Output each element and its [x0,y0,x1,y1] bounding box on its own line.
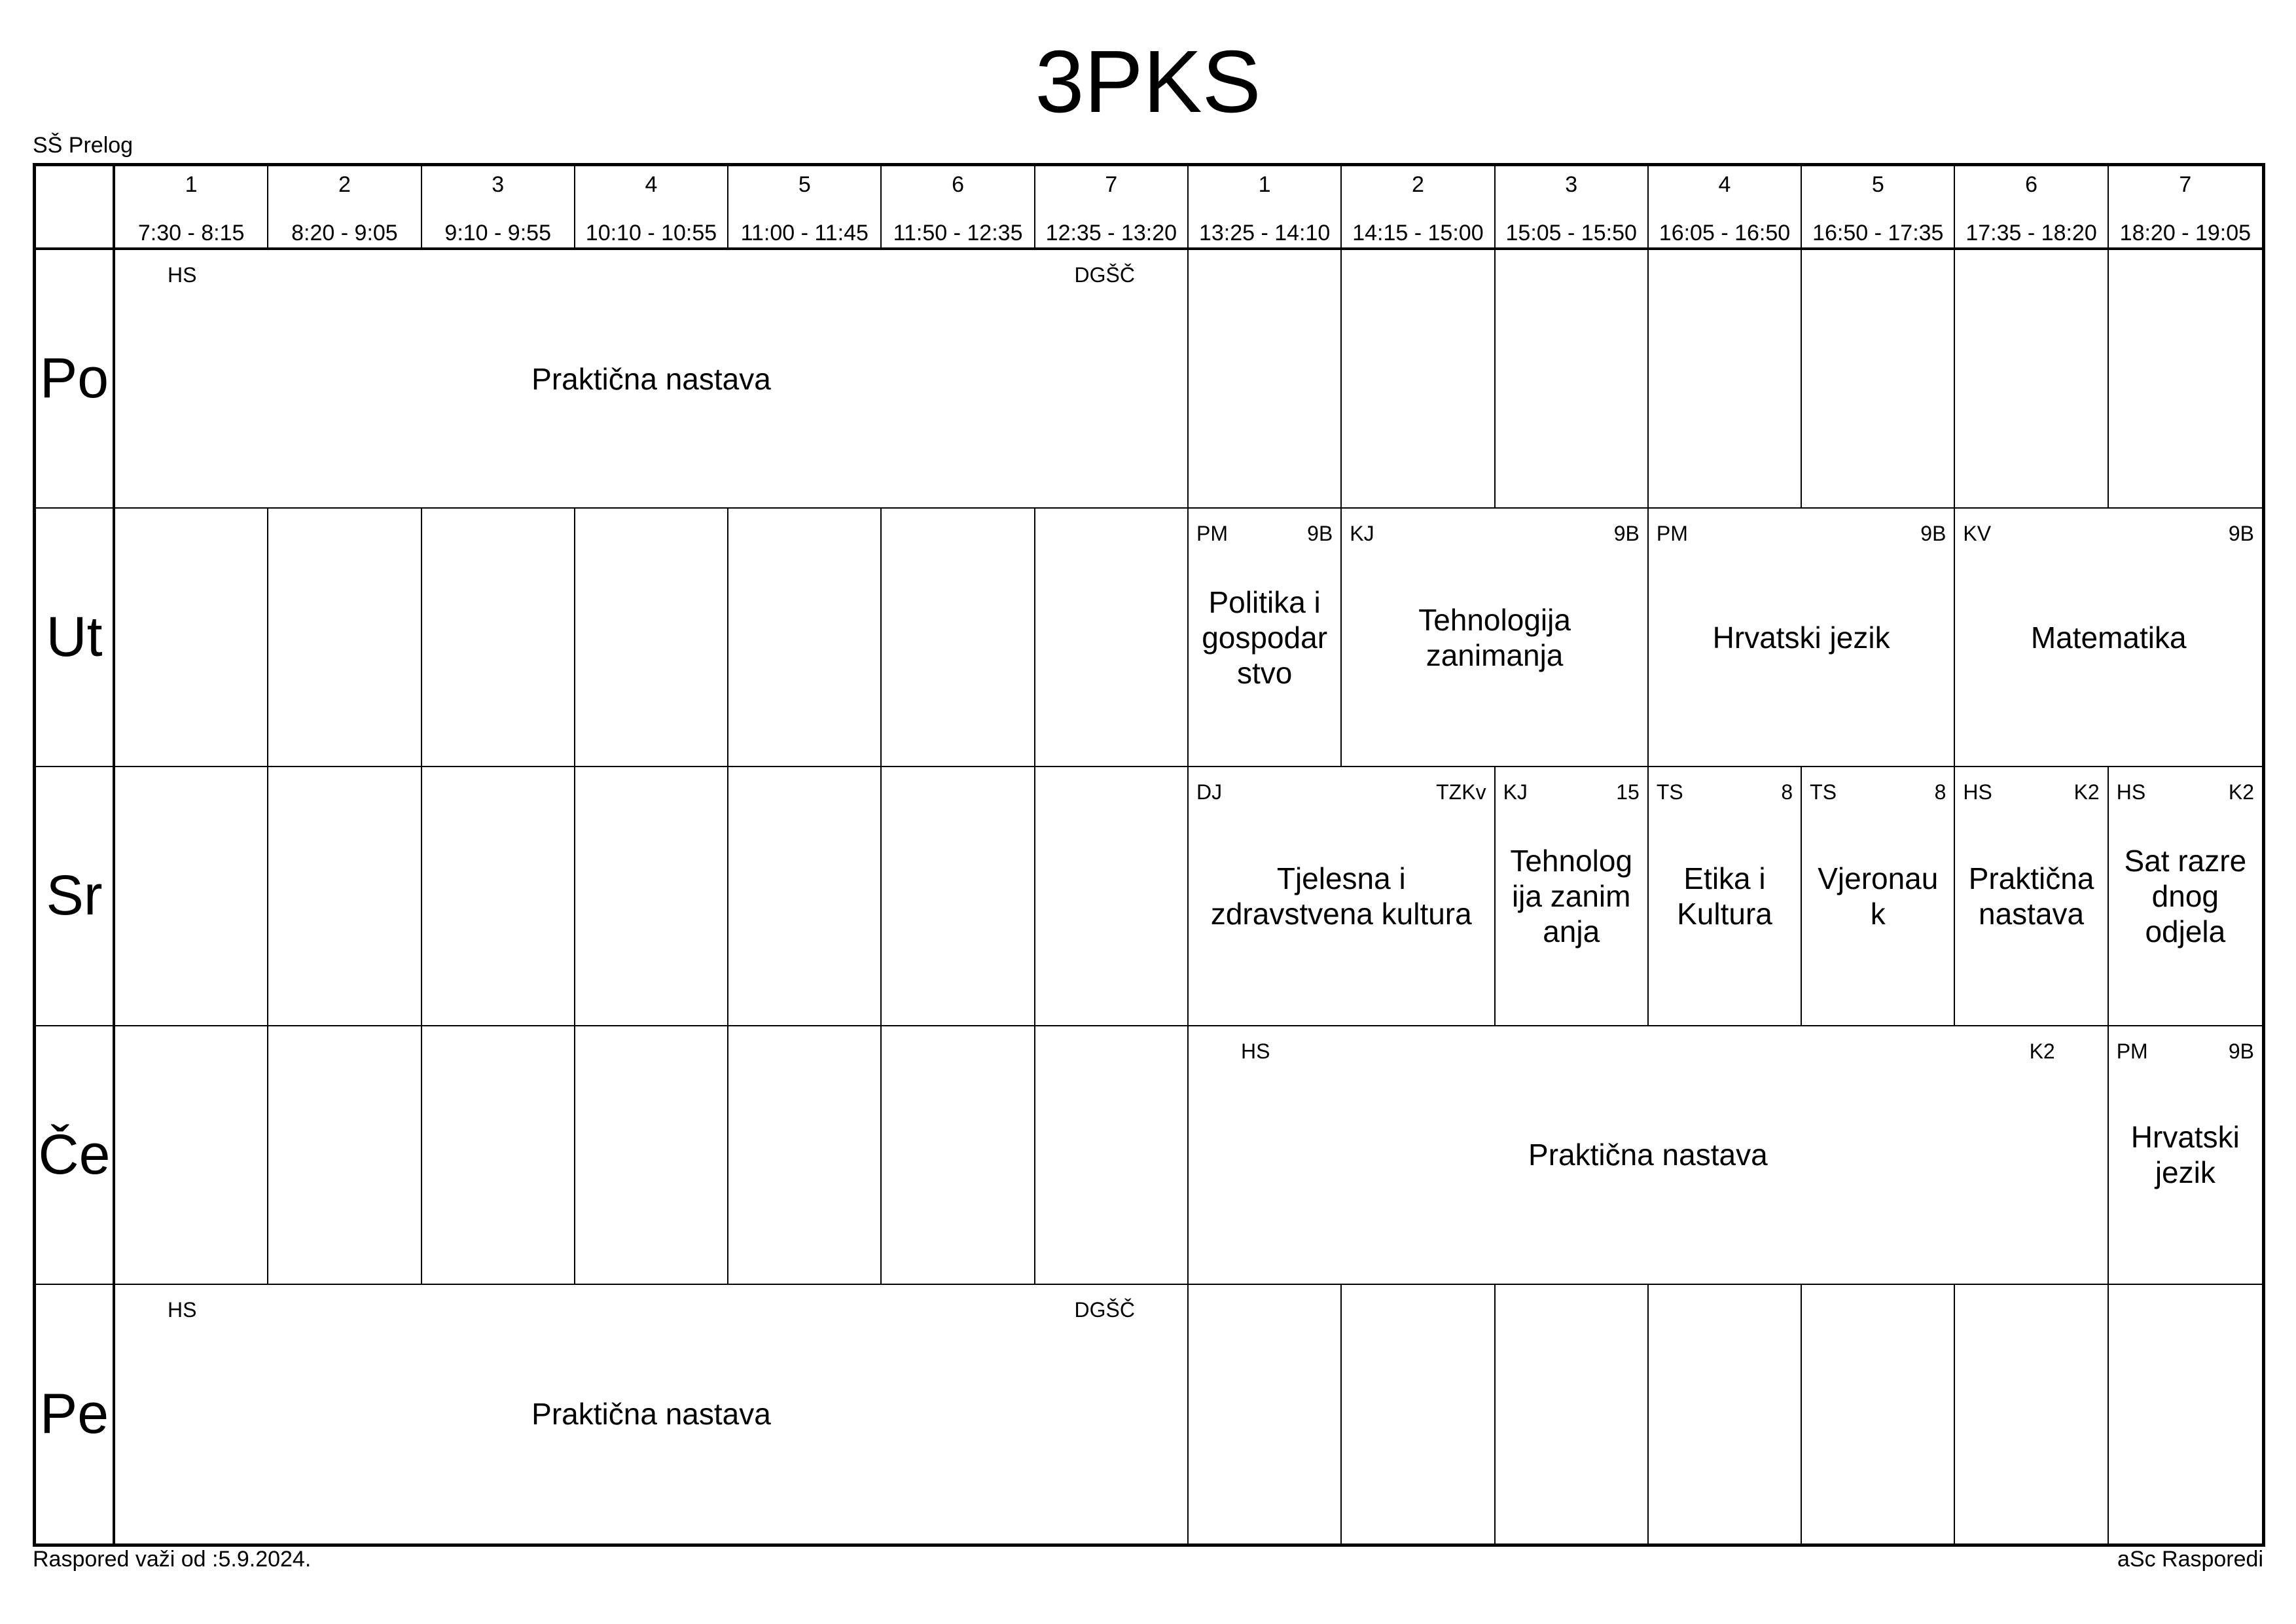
lesson-teacher: PM [1196,522,1228,546]
period-number: 4 [1718,172,1731,197]
lesson-room: K2 [2228,780,2254,804]
period-number: 3 [492,172,505,197]
empty-slot [1496,250,1649,509]
period-header [1649,166,1802,250]
period-time: 14:15 - 15:00 [1352,221,1484,245]
lesson-subject: Matematika [2030,620,2187,655]
period-header [575,166,728,250]
lesson-room: 9B [1307,522,1333,546]
day-label: Pe [36,1285,115,1543]
lesson-cell [1189,1026,2109,1285]
empty-slot [882,767,1035,1026]
empty-slot [1189,1285,1342,1543]
period-header [1342,166,1495,250]
lesson-room: DGŠČ [1074,1297,1135,1322]
lesson-teacher: KJ [1350,522,1374,546]
period-time: 11:50 - 12:35 [893,221,1023,245]
empty-slot [1035,509,1189,767]
lesson-cell [1342,509,1649,767]
empty-slot [115,1026,268,1285]
period-time: 16:05 - 16:50 [1659,221,1791,245]
lesson-subject: Tehnologija zanimanja [1418,602,1571,672]
empty-slot [575,1026,728,1285]
period-header [115,166,268,250]
lesson-subject: Etika i Kultura [1677,861,1772,931]
lesson-teacher: HS [2116,780,2146,804]
empty-slot [575,509,728,767]
lesson-teacher: HS [1241,1039,1270,1063]
lesson-subject: Praktična nastava [1968,861,2094,931]
grid-corner [36,166,115,250]
lesson-teacher: KV [1963,522,1992,546]
lesson-subject: Politika i gospodar stvo [1202,585,1328,690]
period-time: 8:20 - 9:05 [291,221,398,245]
period-number: 3 [1565,172,1578,197]
period-time: 13:25 - 14:10 [1198,221,1331,245]
period-time: 11:00 - 11:45 [740,221,869,245]
lesson-subject: Tehnolog ija zanim anja [1510,843,1633,948]
period-header [1496,166,1649,250]
period-number: 7 [1105,172,1118,197]
generator-credit: aSc Rasporedi [2117,1547,2263,1572]
empty-slot [268,1026,422,1285]
lesson-teacher: HS [168,263,197,287]
lesson-subject: Hrvatski jezik [1712,620,1890,655]
empty-slot [115,767,268,1026]
lesson-cell [1189,767,1496,1026]
lesson-subject: Hrvatski jezik [2130,1120,2240,1190]
empty-slot [1649,1285,1802,1543]
empty-slot [268,509,422,767]
lesson-room: 9B [2228,522,2254,546]
period-number: 1 [1258,172,1271,197]
lesson-room: 9B [2228,1039,2254,1063]
lesson-cell [1496,767,1649,1026]
empty-slot [422,509,575,767]
period-header [1035,166,1189,250]
lesson-room: 9B [1613,522,1640,546]
empty-slot [1189,250,1342,509]
empty-slot [115,509,268,767]
lesson-subject: Sat razre dnog odjela [2124,843,2247,948]
empty-slot [882,1026,1035,1285]
period-header [1189,166,1342,250]
empty-slot [1342,1285,1495,1543]
period-header [882,166,1035,250]
school-name: SŠ Prelog [33,133,134,158]
empty-slot [1802,1285,1955,1543]
valid-from-note: Raspored važi od :5.9.2024. [33,1547,312,1572]
empty-slot [422,1026,575,1285]
period-header [422,166,575,250]
lesson-cell [2109,1026,2262,1285]
lesson-room: 8 [1781,780,1793,804]
day-label: Sr [36,767,115,1026]
period-time: 16:50 - 17:35 [1812,221,1944,245]
day-label: Če [36,1026,115,1285]
period-number: 5 [1871,172,1884,197]
lesson-cell [1649,767,1802,1026]
lesson-room: TZKv [1436,780,1486,804]
lesson-subject: Praktična nastava [531,1397,771,1432]
lesson-teacher: TS [1810,780,1837,804]
lesson-cell [1189,509,1342,767]
empty-slot [575,767,728,1026]
lesson-teacher: PM [1656,522,1688,546]
empty-slot [728,509,882,767]
lesson-room: K2 [2073,780,2100,804]
period-time: 18:20 - 19:05 [2119,221,2251,245]
empty-slot [268,767,422,1026]
empty-slot [2109,250,2262,509]
period-time: 15:05 - 15:50 [1505,221,1637,245]
lesson-teacher: KJ [1503,780,1528,804]
lesson-room: DGŠČ [1074,263,1135,287]
empty-slot [2109,1285,2262,1543]
period-header [1955,166,2108,250]
lesson-teacher: TS [1656,780,1683,804]
lesson-cell [115,250,1189,509]
lesson-subject: Vjeronau k [1818,861,1939,931]
period-number: 6 [952,172,965,197]
empty-slot [1035,767,1189,1026]
period-number: 7 [2179,172,2192,197]
lesson-teacher: DJ [1196,780,1223,804]
timetable-title: 3PKS [1035,32,1261,131]
period-time: 12:35 - 13:20 [1045,221,1177,245]
empty-slot [1649,250,1802,509]
empty-slot [1496,1285,1649,1543]
lesson-cell [1955,509,2262,767]
empty-slot [882,509,1035,767]
lesson-cell [115,1285,1189,1543]
lesson-cell [1802,767,1955,1026]
lesson-cell [1955,767,2108,1026]
lesson-teacher: HS [168,1297,197,1322]
day-label: Ut [36,509,115,767]
period-header [268,166,422,250]
period-header [1802,166,1955,250]
lesson-subject: Praktična nastava [1528,1138,1768,1172]
period-time: 17:35 - 18:20 [1965,221,2097,245]
empty-slot [1342,250,1495,509]
lesson-room: 8 [1934,780,1946,804]
period-number: 2 [1411,172,1424,197]
lesson-room: K2 [2029,1039,2055,1063]
empty-slot [422,767,575,1026]
lesson-cell [1649,509,1956,767]
period-time: 7:30 - 8:15 [137,221,245,245]
lesson-subject: Praktična nastava [531,361,771,396]
period-number: 4 [645,172,658,197]
lesson-teacher: PM [2116,1039,2148,1063]
lesson-cell [2109,767,2262,1026]
period-header [2109,166,2262,250]
empty-slot [1955,250,2108,509]
day-label: Po [36,250,115,509]
empty-slot [728,1026,882,1285]
lesson-room: 9B [1920,522,1946,546]
period-time: 10:10 - 10:55 [585,221,717,245]
empty-slot [1955,1285,2108,1543]
lesson-subject: Tjelesna i zdravstvena kultura [1210,861,1472,931]
empty-slot [1035,1026,1189,1285]
period-number: 6 [2025,172,2038,197]
lesson-room: 15 [1616,780,1640,804]
lesson-teacher: HS [1963,780,1992,804]
empty-slot [1802,250,1955,509]
empty-slot [728,767,882,1026]
timetable-grid [33,163,2265,1547]
period-number: 1 [185,172,198,197]
period-header [728,166,882,250]
period-number: 2 [338,172,351,197]
period-number: 5 [798,172,811,197]
period-time: 9:10 - 9:55 [444,221,551,245]
